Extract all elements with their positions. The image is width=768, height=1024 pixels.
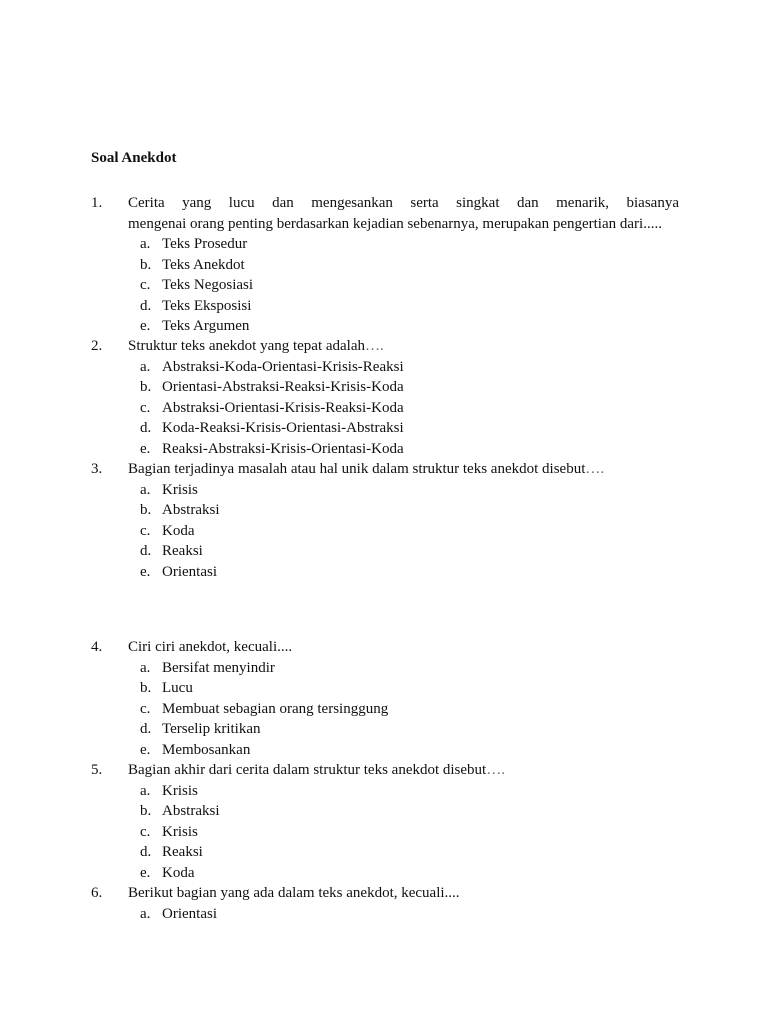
option-letter: b. — [140, 502, 152, 518]
option-text: Abstraksi — [162, 803, 220, 819]
option-letter: d. — [140, 297, 152, 314]
question-dots: …. — [365, 338, 384, 354]
option-text: Lucu — [162, 680, 193, 696]
option-text: Membosankan — [162, 741, 251, 758]
question-number: 6. — [91, 885, 103, 901]
option-letter: d. — [140, 844, 152, 860]
option-letter: c. — [140, 823, 151, 840]
option-b — [91, 801, 679, 822]
question-text-content: Bagian akhir dari cerita dalam struktur teks anekdot disebut — [128, 762, 487, 778]
option-text: Terselip kritikan — [162, 721, 261, 737]
option-letter: e. — [140, 440, 151, 457]
option-text: Krisis — [162, 823, 198, 840]
option-letter: b. — [140, 256, 152, 273]
option-text: Abstraksi — [162, 502, 220, 518]
question-4 — [91, 637, 679, 760]
option-d — [91, 719, 679, 740]
option-letter: b. — [140, 680, 152, 696]
option-text: Reaksi — [162, 543, 203, 559]
question-number: 5. — [91, 762, 103, 778]
option-text: Krisis — [162, 782, 198, 799]
option-text: Bersifat menyindir — [162, 659, 275, 676]
question-number: 4. — [91, 639, 103, 655]
option-a — [91, 480, 679, 501]
option-text: Krisis — [162, 481, 198, 498]
option-b — [91, 255, 679, 276]
option-a — [91, 658, 679, 679]
question-text: Ciri ciri anekdot, kecuali.... — [128, 639, 293, 655]
option-a — [91, 781, 679, 802]
option-text: Orientasi — [162, 563, 217, 580]
option-letter: d. — [140, 420, 152, 436]
question-number: 1. — [91, 195, 103, 211]
question-text — [128, 459, 679, 480]
option-e — [91, 740, 679, 761]
option-letter: e. — [140, 741, 151, 758]
option-text: Membuat sebagian orang tersinggung — [162, 700, 389, 717]
question-text-line: mengenai orang penting berdasarkan kejadian sebenarnya, merupakan pengertian dari..... — [128, 215, 662, 232]
option-letter: a. — [140, 659, 151, 676]
option-letter: b. — [140, 379, 152, 395]
option-c — [91, 699, 679, 720]
option-letter: d. — [140, 721, 152, 737]
option-c — [91, 275, 679, 296]
question-6 — [91, 883, 679, 924]
option-e — [91, 439, 679, 460]
option-letter: a. — [140, 905, 151, 922]
question-text-line: Cerita yang lucu dan mengesankan serta singkat dan menarik, biasanya — [128, 195, 679, 211]
question-text: Berikut bagian yang ada dalam teks anekdot, kecuali.... — [128, 885, 460, 901]
option-c — [91, 398, 679, 419]
option-text: Orientasi — [162, 905, 217, 922]
option-text: Abstraksi-Koda-Orientasi-Krisis-Reaksi — [162, 358, 404, 375]
question-text — [128, 336, 679, 357]
question-5 — [91, 760, 679, 883]
option-a — [91, 904, 679, 925]
option-c — [91, 822, 679, 843]
question-2 — [91, 336, 679, 459]
options-list — [91, 480, 679, 583]
option-b — [91, 377, 679, 398]
option-text: Teks Negosiasi — [162, 277, 254, 293]
option-b — [91, 500, 679, 521]
option-letter: c. — [140, 700, 151, 717]
option-letter: a. — [140, 236, 151, 252]
question-text-content: Bagian terjadinya masalah atau hal unik dalam struktur teks anekdot disebut — [128, 461, 586, 477]
question-number: 3. — [91, 461, 103, 477]
option-letter: a. — [140, 481, 151, 498]
option-text: Teks Eksposisi — [162, 297, 252, 314]
option-text: Abstraksi-Orientasi-Krisis-Reaksi-Koda — [162, 399, 404, 416]
options-list — [91, 904, 679, 925]
option-a — [91, 357, 679, 378]
option-letter: a. — [140, 358, 151, 375]
options-list — [91, 781, 679, 884]
option-text: Reaksi-Abstraksi-Krisis-Orientasi-Koda — [162, 440, 404, 457]
option-letter: a. — [140, 782, 151, 799]
option-a — [91, 234, 679, 255]
options-list — [91, 234, 679, 337]
option-b — [91, 678, 679, 699]
question-text — [128, 760, 679, 781]
option-c — [91, 521, 679, 542]
option-text: Koda — [162, 522, 195, 539]
question-text-content: Struktur teks anekdot yang tepat adalah — [128, 338, 366, 354]
question-dots: …. — [585, 461, 605, 477]
question-dots: …. — [486, 762, 505, 778]
option-text: Koda — [162, 864, 195, 881]
option-text: Teks Prosedur — [162, 236, 248, 252]
option-letter: e. — [140, 563, 151, 580]
option-text: Teks Argumen — [162, 318, 250, 334]
option-text: Teks Anekdot — [162, 256, 245, 273]
options-list — [91, 357, 679, 460]
option-e — [91, 316, 679, 337]
option-letter: b. — [140, 803, 152, 819]
option-letter: c. — [140, 522, 151, 539]
option-d — [91, 842, 679, 863]
option-letter: c. — [140, 399, 151, 416]
option-letter: c. — [140, 277, 151, 293]
option-d — [91, 541, 679, 562]
option-letter: d. — [140, 543, 152, 559]
option-text: Reaksi — [162, 844, 203, 860]
question-1 — [91, 193, 679, 337]
question-number: 2. — [91, 338, 103, 354]
option-e — [91, 863, 679, 884]
option-d — [91, 296, 679, 317]
option-letter: e. — [140, 864, 151, 881]
option-letter: e. — [140, 318, 151, 334]
options-list — [91, 658, 679, 761]
option-text: Orientasi-Abstraksi-Reaksi-Krisis-Koda — [162, 379, 404, 395]
page-title: Soal Anekdot — [91, 150, 177, 166]
option-text: Koda-Reaksi-Krisis-Orientasi-Abstraksi — [162, 420, 404, 436]
question-3 — [91, 459, 679, 582]
option-e — [91, 562, 679, 583]
option-d — [91, 418, 679, 439]
